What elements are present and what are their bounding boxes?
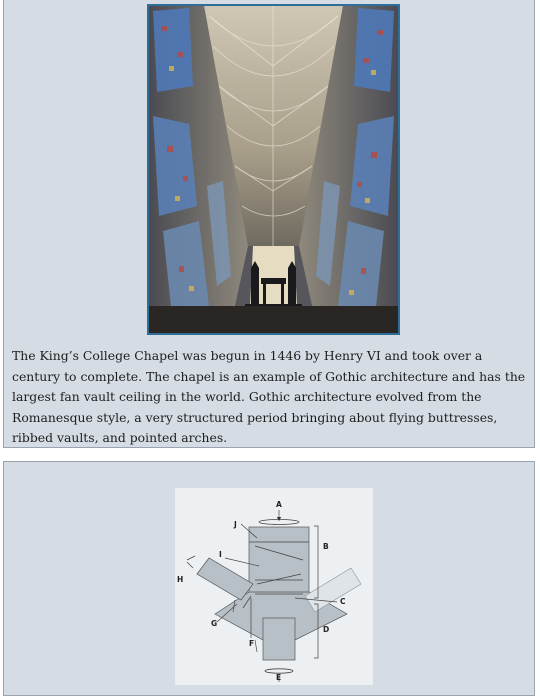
label-c: C xyxy=(340,597,346,606)
label-i: I xyxy=(219,550,222,559)
chapel-caption: The King’s College Chapel was begun in 1446 by Henry VI and took over a century to complete. The chapel is an example of Gothic architecture and has the largest fan vault ceiling in the world. Gothic architecture evolved from the Romanesque style, a very structured period bringing about flying buttresses, ribbed vaults, and pointed arches. xyxy=(12,348,526,446)
right-arm xyxy=(305,568,361,612)
label-e: E xyxy=(276,673,282,682)
left-arm xyxy=(197,558,253,600)
label-f: F xyxy=(249,639,255,648)
label-d: D xyxy=(323,625,330,634)
diagram-panel xyxy=(3,461,535,696)
labeled-diagram xyxy=(175,488,373,685)
chapel-ceiling-photo xyxy=(147,4,400,335)
label-g: G xyxy=(211,619,218,628)
label-j: J xyxy=(234,520,237,529)
label-b: B xyxy=(323,542,329,551)
label-h: H xyxy=(177,575,184,584)
label-a: A xyxy=(276,500,282,509)
lower-block xyxy=(263,618,295,660)
chapel-photo-panel xyxy=(3,0,535,448)
